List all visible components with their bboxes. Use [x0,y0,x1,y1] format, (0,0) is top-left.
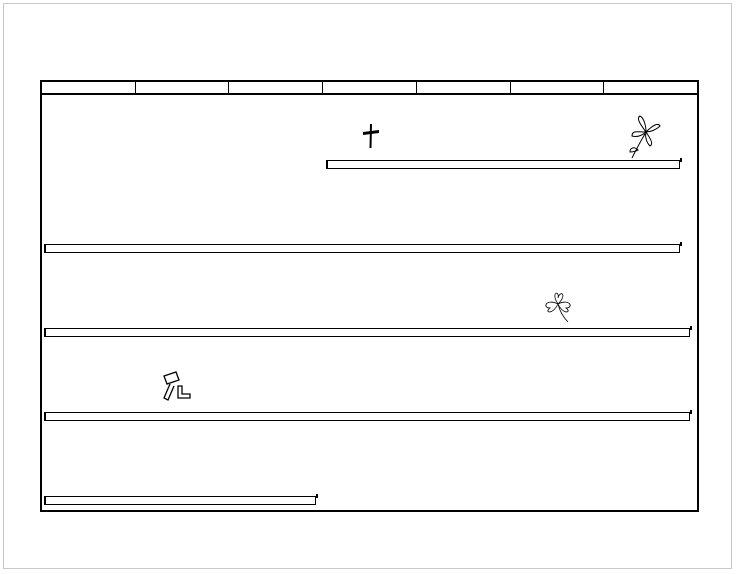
weekday-thursday [417,82,511,93]
lent-bar-week-1 [326,160,680,169]
shamrock-icon [538,288,578,324]
weekday-tuesday [229,82,323,93]
lily-icon [626,114,666,160]
lent-bar-week-4 [44,412,690,421]
weekday-header-row [42,82,697,95]
lent-bar-week-3 [44,328,690,337]
weekday-sunday [42,82,136,93]
weekday-saturday [604,82,697,93]
weekday-monday [136,82,230,93]
lent-bar-week-2 [44,244,680,253]
cross-icon [360,122,382,150]
weekday-friday [511,82,605,93]
weekday-wednesday [323,82,417,93]
calendar-header [0,0,737,80]
day-cells [42,95,697,510]
hammer-icon [160,370,194,402]
calendar-grid [40,80,699,512]
lent-bar-week-5 [44,496,316,505]
